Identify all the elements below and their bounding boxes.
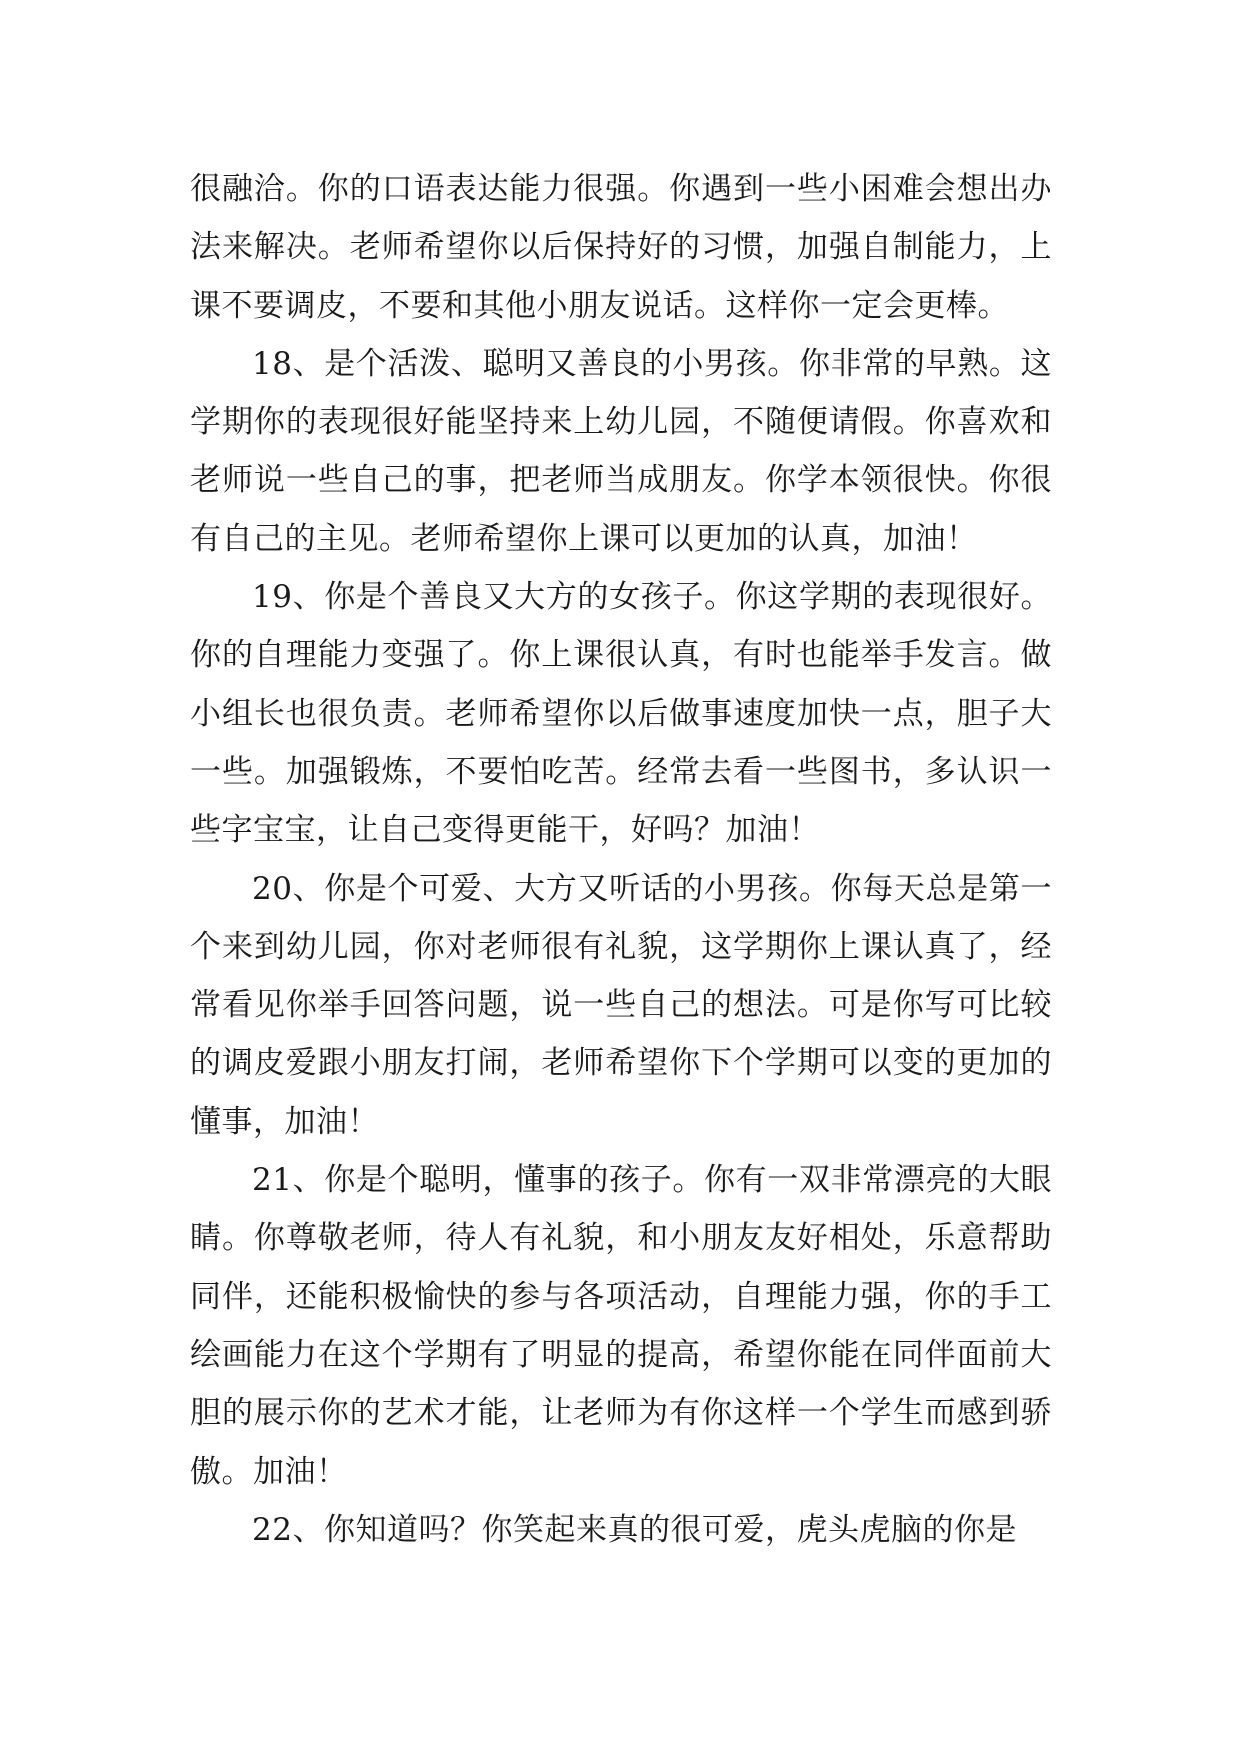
document-body	[190, 160, 1052, 1559]
paragraph-item-20: 20、你是个可爱、大方又听话的小男孩。你每天总是第一个来到幼儿园，你对老师很有礼貌，这学期你上课认真了，经常看见你举手回答问题，说一些自己的想法。可是你写可比较的调皮爱跟小朋友打闹，老师希望你下个学期可以变的更加的懂事，加油！	[190, 870, 1052, 1140]
paragraph-item-18: 18、是个活泼、聪明又善良的小男孩。你非常的早熟。这学期你的表现很好能坚持来上幼儿园，不随便请假。你喜欢和老师说一些自己的事，把老师当成朋友。你学本领很快。你很有自己的主见。老师希望你上课可以更加的认真，加油！	[190, 345, 1052, 557]
paragraph-item-21: 21、你是个聪明，懂事的孩子。你有一双非常漂亮的大眼睛。你尊敬老师，待人有礼貌，和小朋友友好相处，乐意帮助同伴，还能积极愉快的参与各项活动，自理能力强，你的手工绘画能力在这个学期有了明显的提高，希望你能在同伴面前大胆的展示你的艺术才能，让老师为有你这样一个学生而感到骄傲。加油！	[190, 1162, 1052, 1490]
paragraph-item-19: 19、你是个善良又大方的女孩子。你这学期的表现很好。你的自理能力变强了。你上课很认真，有时也能举手发言。做小组长也很负责。老师希望你以后做事速度加快一点，胆子大一些。加强锻炼，不要怕吃苦。经常去看一些图书，多认识一些字宝宝，让自己变得更能干，好吗？加油！	[190, 579, 1052, 849]
paragraph-item-22: 22、你知道吗？你笑起来真的很可爱，虎头虎脑的你是	[252, 1511, 1017, 1548]
paragraph-continuation: 很融洽。你的口语表达能力很强。你遇到一些小困难会想出办法来解决。老师希望你以后保持好的习惯，加强自制能力，上课不要调皮，不要和其他小朋友说话。这样你一定会更棒。	[190, 171, 1052, 324]
